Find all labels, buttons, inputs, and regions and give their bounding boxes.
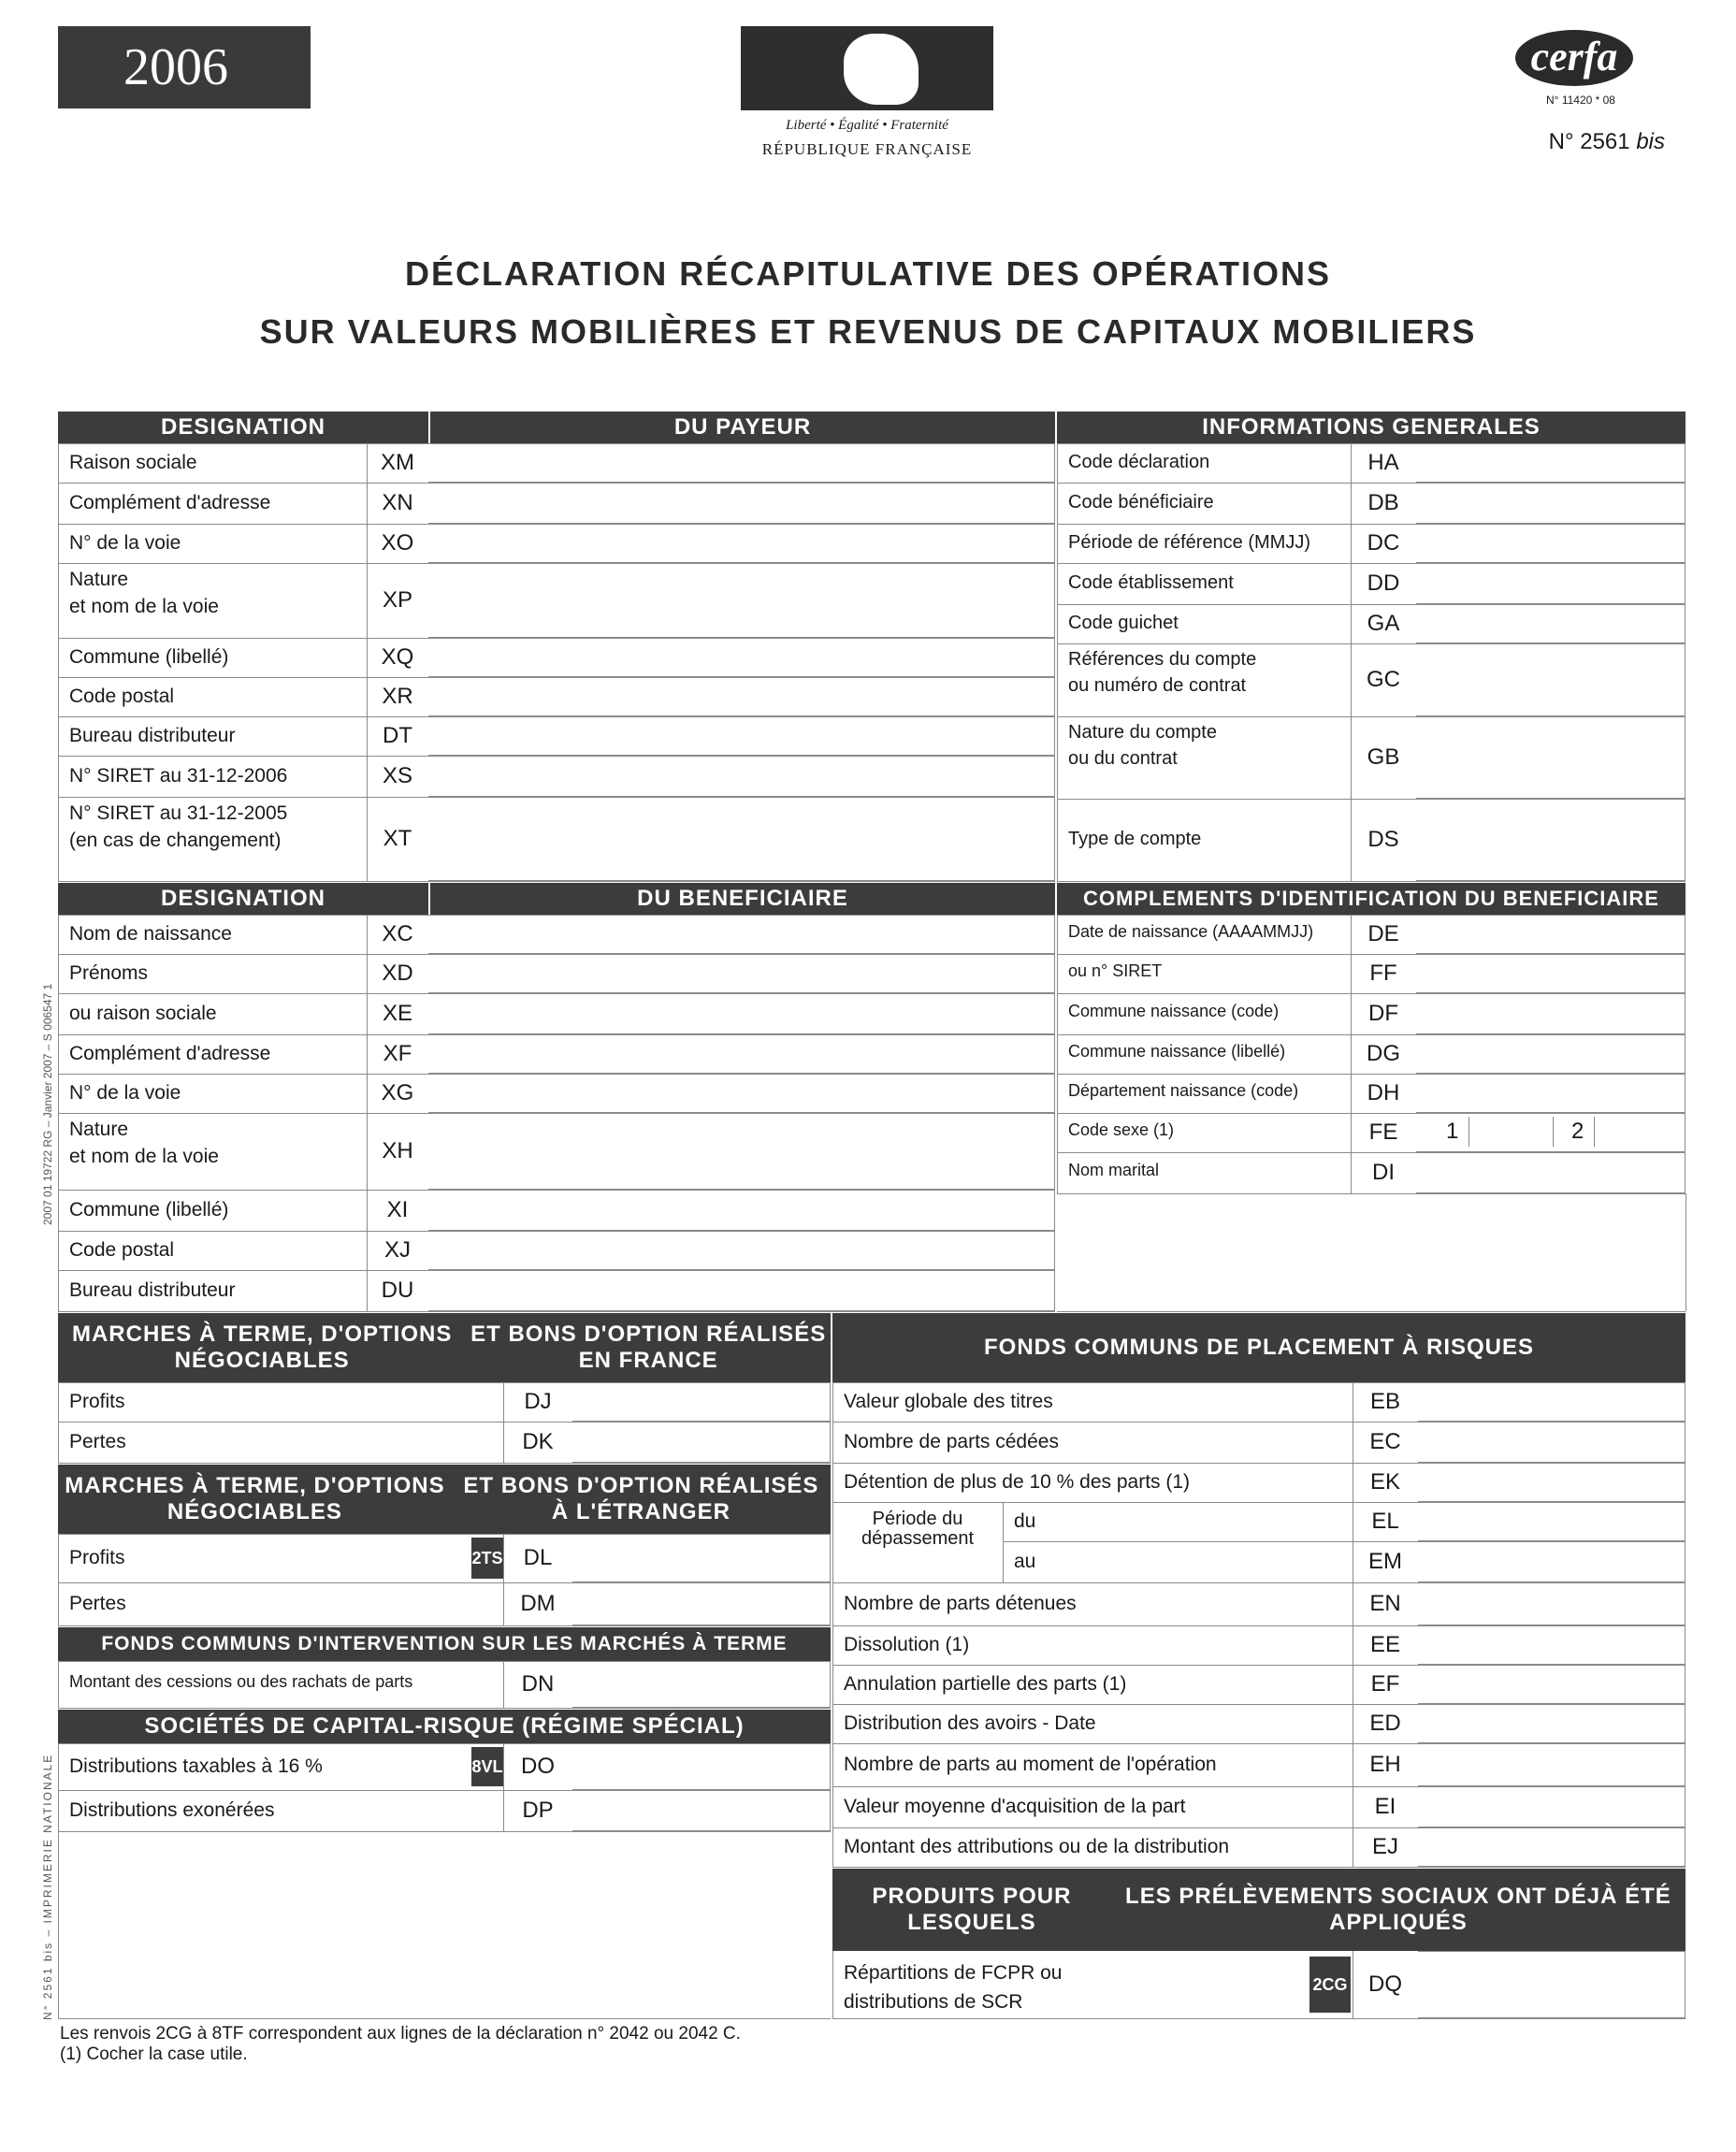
fcpr-code: EH xyxy=(1369,1752,1401,1777)
beneficiary-extra-label: ou n° SIRET xyxy=(1068,961,1163,980)
beneficiary-du-field[interactable] xyxy=(428,1270,1055,1311)
beneficiary-header-left: DESIGNATION xyxy=(58,883,428,915)
general-info-label: Nature du compte ou du contrat xyxy=(1068,722,1217,769)
futures-abroad-rule-end xyxy=(58,1625,831,1626)
payer-xo-field[interactable] xyxy=(428,524,1055,563)
scr-code: DO xyxy=(521,1754,555,1779)
payer-sep xyxy=(367,638,368,677)
payer-label: Commune (libellé) xyxy=(69,646,229,668)
social-box-2cg: 2CG xyxy=(1309,1957,1351,2013)
futures-abroad-dl-field[interactable] xyxy=(572,1534,831,1582)
social-label: Répartitions de FCPR ou distributions de SCR xyxy=(844,1962,1063,2014)
payer-code: XT xyxy=(383,826,412,851)
fcpr-label: Détention de plus de 10 % des parts (1) xyxy=(844,1471,1191,1493)
sex-option-1[interactable]: 1 xyxy=(1446,1119,1459,1144)
beneficiary-extra-sep xyxy=(1351,1034,1352,1074)
beneficiary-extra-sep xyxy=(1351,1113,1352,1152)
beneficiary-label: Nature et nom de la voie xyxy=(69,1119,219,1168)
beneficiary-extra-label: Commune naissance (code) xyxy=(1068,1002,1280,1020)
general-info-sep xyxy=(1351,716,1352,799)
futures-abroad-box-2ts: 2TS xyxy=(471,1538,503,1579)
fcimt-sep xyxy=(503,1661,504,1708)
fcpr-em-field[interactable] xyxy=(1418,1541,1685,1582)
fcpr-code: EL xyxy=(1371,1509,1399,1534)
general-info-code: DC xyxy=(1367,530,1400,556)
beneficiary-extra-dh-field[interactable] xyxy=(1416,1074,1685,1113)
payer-code: XM xyxy=(381,450,414,475)
fcpr-label: Nombre de parts au moment de l'opération xyxy=(844,1754,1217,1775)
right-edge xyxy=(1685,1193,1686,1311)
form-number: N° 2561 bis xyxy=(1548,129,1665,154)
general-info-gc-field[interactable] xyxy=(1416,643,1685,716)
payer-label: Raison sociale xyxy=(69,452,197,473)
payer-label: N° de la voie xyxy=(69,532,181,554)
general-info-label: Type de compte xyxy=(1068,829,1202,849)
futures-abroad-header: MARCHES À TERME, D'OPTIONS NÉGOCIABLES ET BONS D'OPTION RÉALISÉS À L'ÉTRANGER xyxy=(58,1465,831,1534)
fcpr-ei-field[interactable] xyxy=(1418,1786,1685,1827)
payer-sep xyxy=(367,716,368,756)
beneficiary-code: XG xyxy=(381,1080,414,1105)
beneficiary-extra-header: COMPLEMENTS D'IDENTIFICATION DU BENEFICIAIRE xyxy=(1057,883,1685,915)
period-label: Période du dépassement xyxy=(861,1509,975,1549)
payer-dt-field[interactable] xyxy=(428,716,1055,756)
general-info-code: DD xyxy=(1367,570,1400,596)
fcimt-rule-end xyxy=(58,1708,831,1709)
scr-code: DP xyxy=(522,1798,554,1823)
fcimt-label: Montant des cessions ou des rachats de parts xyxy=(69,1672,413,1691)
fcimt-dn-field[interactable] xyxy=(572,1661,831,1708)
side-reference: 2007 01 19722 RG – Janvier 2007 – S 006547 1 xyxy=(41,983,54,1225)
beneficiary-code: XC xyxy=(382,921,413,946)
general-info-ga-field[interactable] xyxy=(1416,604,1685,643)
payer-code: XO xyxy=(381,530,414,556)
futures-france-code: DK xyxy=(522,1429,554,1454)
futures-abroad-dm-field[interactable] xyxy=(572,1582,831,1625)
fcpr-code: EN xyxy=(1369,1591,1401,1616)
footer-note-cocher: (1) Cocher la case utile. xyxy=(60,2044,248,2064)
futures-france-code: DJ xyxy=(524,1389,552,1414)
beneficiary-extra-ff-field[interactable] xyxy=(1416,954,1685,993)
beneficiary-extra-rule-end xyxy=(1057,1193,1685,1194)
fcpr-code: EJ xyxy=(1371,1834,1398,1859)
futures-france-dj-field[interactable] xyxy=(572,1382,831,1422)
fcpr-code: EF xyxy=(1370,1671,1400,1697)
left-bottom-rule xyxy=(58,2018,831,2019)
beneficiary-extra-code: DE xyxy=(1367,921,1399,946)
payer-label: N° SIRET au 31-12-2005 (en cas de changement) xyxy=(69,802,288,852)
general-info-sep xyxy=(1351,443,1352,483)
fcpr-label: Valeur globale des titres xyxy=(844,1391,1053,1412)
general-info-code: HA xyxy=(1367,450,1399,475)
payer-header-left: DESIGNATION xyxy=(58,412,428,443)
general-info-label: Code guichet xyxy=(1068,613,1179,633)
general-info-sep xyxy=(1351,604,1352,643)
beneficiary-xh-field[interactable] xyxy=(428,1113,1055,1190)
beneficiary-extra-code: DG xyxy=(1367,1041,1400,1066)
beneficiary-extra-sep xyxy=(1351,954,1352,993)
scr-header: SOCIÉTÉS DE CAPITAL-RISQUE (RÉGIME SPÉCIAL) xyxy=(58,1710,831,1743)
beneficiary-rule-end xyxy=(58,1311,1055,1312)
payer-sep xyxy=(367,443,368,483)
payer-rule-end xyxy=(58,881,1055,882)
beneficiary-sep xyxy=(367,1231,368,1270)
beneficiary-sep xyxy=(367,1074,368,1113)
fcpr-label: Montant des attributions ou de la distribution xyxy=(844,1836,1230,1857)
beneficiary-extra-sep xyxy=(1351,993,1352,1034)
futures-france-edge xyxy=(58,1382,59,1463)
futures-abroad-sep xyxy=(503,1582,504,1625)
fcpr-eb-field[interactable] xyxy=(1418,1382,1685,1422)
fcpr-en-field[interactable] xyxy=(1418,1582,1685,1625)
social-edge xyxy=(832,1951,833,2018)
beneficiary-extra-label: Code sexe (1) xyxy=(1068,1120,1175,1139)
social-code: DQ xyxy=(1368,1971,1402,1997)
fcpr-edge xyxy=(832,1382,833,1867)
cerfa-logo: cerfa xyxy=(1515,30,1633,86)
fcpr-header: FONDS COMMUNS DE PLACEMENT À RISQUES xyxy=(832,1313,1685,1382)
general-info-header: INFORMATIONS GENERALES xyxy=(1057,412,1685,443)
general-info-db-field[interactable] xyxy=(1416,483,1685,524)
payer-sep xyxy=(367,524,368,563)
payer-xr-field[interactable] xyxy=(428,677,1055,716)
beneficiary-xd-field[interactable] xyxy=(428,954,1055,993)
beneficiary-xf-field[interactable] xyxy=(428,1034,1055,1074)
fcpr-eh-field[interactable] xyxy=(1418,1743,1685,1786)
beneficiary-code: XD xyxy=(382,960,413,986)
beneficiary-xi-field[interactable] xyxy=(428,1190,1055,1231)
beneficiary-sep xyxy=(367,993,368,1034)
marianne-logo xyxy=(741,26,993,110)
period-sep xyxy=(1003,1502,1004,1582)
beneficiary-sep xyxy=(367,954,368,993)
futures-france-sep xyxy=(503,1422,504,1463)
general-info-sep xyxy=(1351,563,1352,604)
general-info-sep xyxy=(1351,643,1352,716)
fcimt-header: FONDS COMMUNS D'INTERVENTION SUR LES MARCHÉS À TERME xyxy=(58,1627,831,1661)
payer-label: Nature et nom de la voie xyxy=(69,569,219,618)
side-printer: N° 2561 bis – IMPRIMERIE NATIONALE xyxy=(41,1753,54,2020)
general-info-sep xyxy=(1351,799,1352,881)
beneficiary-xj-field[interactable] xyxy=(428,1231,1055,1270)
beneficiary-sep xyxy=(367,1270,368,1311)
fcpr-code: ED xyxy=(1369,1711,1401,1736)
beneficiary-extra-df-field[interactable] xyxy=(1416,993,1685,1034)
fcpr-code: EM xyxy=(1368,1549,1402,1574)
beneficiary-extra-sep xyxy=(1351,1152,1352,1193)
general-info-label: Références du compte ou numéro de contrat xyxy=(1068,649,1257,696)
beneficiary-label: ou raison sociale xyxy=(69,1003,217,1024)
beneficiary-extra-di-field[interactable] xyxy=(1416,1152,1685,1193)
payer-code: XS xyxy=(382,763,412,788)
general-info-edge xyxy=(1057,443,1058,881)
fcpr-label: Nombre de parts cédées xyxy=(844,1431,1059,1452)
beneficiary-header-mid: DU BENEFICIAIRE xyxy=(430,883,1055,915)
payer-label: N° SIRET au 31-12-2006 xyxy=(69,765,288,787)
beneficiary-code: DU xyxy=(381,1278,414,1303)
fcpr-code: EK xyxy=(1369,1469,1400,1495)
general-info-label: Code déclaration xyxy=(1068,452,1210,472)
beneficiary-extra-sep xyxy=(1351,1074,1352,1113)
fcpr-label: au xyxy=(1014,1551,1036,1572)
payer-xs-field[interactable] xyxy=(428,756,1055,797)
scr-dp-field[interactable] xyxy=(572,1790,831,1831)
republic-motto: Liberté • Égalité • Fraternité xyxy=(786,118,948,133)
republic-name: RÉPUBLIQUE FRANÇAISE xyxy=(761,140,973,158)
payer-sep xyxy=(367,677,368,716)
beneficiary-extra-label: Date de naissance (AAAAMMJJ) xyxy=(1068,922,1314,941)
futures-abroad-edge xyxy=(58,1534,59,1625)
social-header: PRODUITS POUR LESQUELS LES PRÉLÈVEMENTS SOCIAUX ONT DÉJÀ ÉTÉ APPLIQUÉS xyxy=(832,1869,1685,1951)
fcpr-label: Valeur moyenne d'acquisition de la part xyxy=(844,1796,1186,1817)
footer-note-renvois: Les renvois 2CG à 8TF correspondent aux lignes de la déclaration n° 2042 ou 2042 C. xyxy=(60,2024,741,2044)
scr-edge xyxy=(58,1743,59,1831)
payer-label: Bureau distributeur xyxy=(69,725,236,746)
fcpr-ej-field[interactable] xyxy=(1418,1827,1685,1867)
payer-xp-field[interactable] xyxy=(428,563,1055,638)
cerfa-number: N° 11420 * 08 xyxy=(1546,94,1615,107)
beneficiary-label: Prénoms xyxy=(69,962,149,984)
form-suffix: bis xyxy=(1636,129,1665,154)
scr-rule-end xyxy=(58,1831,831,1832)
beneficiary-label: N° de la voie xyxy=(69,1082,181,1104)
scr-label: Distributions taxables à 16 % xyxy=(69,1755,323,1777)
fcpr-ef-field[interactable] xyxy=(1418,1665,1685,1704)
beneficiary-edge xyxy=(58,915,59,1311)
beneficiary-extra-code: FF xyxy=(1369,960,1397,986)
sex-option-1-box xyxy=(1468,1117,1469,1147)
general-info-sep xyxy=(1351,483,1352,524)
beneficiary-code: XF xyxy=(383,1041,412,1066)
sex-option-2[interactable]: 2 xyxy=(1571,1119,1584,1144)
fcpr-ed-field[interactable] xyxy=(1418,1704,1685,1743)
form-title-line2: SUR VALEURS MOBILIÈRES ET REVENUS DE CAPITAUX MOBILIERS xyxy=(259,312,1477,351)
fcpr-code: EC xyxy=(1369,1429,1401,1454)
beneficiary-extra-edge xyxy=(1057,915,1058,1193)
payer-code: XP xyxy=(382,587,412,613)
beneficiary-code: XJ xyxy=(383,1237,411,1263)
scr-sep xyxy=(503,1790,504,1831)
beneficiary-label: Bureau distributeur xyxy=(69,1279,236,1301)
beneficiary-xe-field[interactable] xyxy=(428,993,1055,1034)
beneficiary-label: Commune (libellé) xyxy=(69,1199,229,1220)
year-badge: 2006 xyxy=(58,26,311,108)
payer-xt-field[interactable] xyxy=(428,797,1055,881)
futures-france-dk-field[interactable] xyxy=(572,1422,831,1463)
beneficiary-xg-field[interactable] xyxy=(428,1074,1055,1113)
beneficiary-label: Complément d'adresse xyxy=(69,1043,271,1064)
futures-abroad-code: DL xyxy=(523,1545,553,1570)
futures-france-rule-end xyxy=(58,1463,831,1464)
beneficiary-sep xyxy=(367,915,368,954)
scr-box-8vl: 8VL xyxy=(471,1747,503,1786)
beneficiary-label: Nom de naissance xyxy=(69,923,232,945)
beneficiary-sep xyxy=(367,1113,368,1190)
futures-abroad-label: Pertes xyxy=(69,1593,126,1614)
payer-label: Code postal xyxy=(69,686,175,707)
fcpr-label: Nombre de parts détenues xyxy=(844,1593,1077,1614)
beneficiary-extra-bottom xyxy=(1057,1311,1685,1312)
fcpr-ec-field[interactable] xyxy=(1418,1422,1685,1463)
payer-code: XN xyxy=(382,490,413,515)
fcpr-label: Dissolution (1) xyxy=(844,1634,970,1655)
futures-france-sep xyxy=(503,1382,504,1422)
general-info-rule-end xyxy=(1057,881,1685,882)
form-title-line1: DÉCLARATION RÉCAPITULATIVE DES OPÉRATIONS xyxy=(404,254,1332,293)
futures-france-label: Pertes xyxy=(69,1431,126,1452)
fcpr-code: EI xyxy=(1374,1794,1396,1819)
payer-code: XQ xyxy=(381,644,414,670)
general-info-label: Période de référence (MMJJ) xyxy=(1068,532,1310,553)
fcpr-label: du xyxy=(1014,1510,1036,1532)
beneficiary-extra-code: DH xyxy=(1367,1080,1400,1105)
general-info-ha-field[interactable] xyxy=(1416,443,1685,483)
beneficiary-extra-code: DI xyxy=(1372,1160,1395,1185)
fcpr-ek-field[interactable] xyxy=(1418,1463,1685,1502)
payer-code: DT xyxy=(383,723,412,748)
scr-sep xyxy=(503,1743,504,1790)
scr-do-field[interactable] xyxy=(572,1743,831,1790)
general-info-code: GB xyxy=(1367,744,1400,770)
period-top xyxy=(832,1502,1003,1503)
beneficiary-extra-label: Commune naissance (libellé) xyxy=(1068,1042,1286,1061)
fcpr-ee-field[interactable] xyxy=(1418,1625,1685,1665)
beneficiary-extra-de-field[interactable] xyxy=(1416,915,1685,954)
sex-option-2-box-r xyxy=(1594,1117,1595,1147)
sex-option-2-box xyxy=(1553,1117,1554,1147)
payer-sep xyxy=(367,797,368,881)
beneficiary-code: XE xyxy=(382,1001,412,1026)
beneficiary-extra-code: DF xyxy=(1368,1001,1398,1026)
fcpr-code: EB xyxy=(1369,1389,1400,1414)
payer-code: XR xyxy=(382,684,413,709)
general-info-label: Code établissement xyxy=(1068,572,1234,593)
fcpr-code: EE xyxy=(1369,1632,1400,1657)
futures-abroad-sep xyxy=(503,1534,504,1582)
beneficiary-sep xyxy=(367,1190,368,1231)
beneficiary-xc-field[interactable] xyxy=(428,915,1055,954)
payer-sep xyxy=(367,563,368,638)
beneficiary-code: XI xyxy=(386,1197,409,1222)
fcimt-code: DN xyxy=(521,1671,555,1697)
fcpr-el-field[interactable] xyxy=(1418,1502,1685,1541)
payer-label: Complément d'adresse xyxy=(69,492,271,513)
futures-france-header: MARCHES À TERME, D'OPTIONS NÉGOCIABLES ET BONS D'OPTION RÉALISÉS EN FRANCE xyxy=(58,1313,831,1382)
general-info-gb-field[interactable] xyxy=(1416,716,1685,799)
beneficiary-extra-label: Nom marital xyxy=(1068,1161,1160,1179)
beneficiary-extra-sep xyxy=(1351,915,1352,954)
beneficiary-extra-dg-field[interactable] xyxy=(1416,1034,1685,1074)
payer-xq-field[interactable] xyxy=(428,638,1055,677)
general-info-code: GA xyxy=(1367,611,1400,636)
general-info-dc-field[interactable] xyxy=(1416,524,1685,563)
futures-abroad-label: Profits xyxy=(69,1547,125,1568)
fcimt-edge xyxy=(58,1661,59,1708)
general-info-code: DB xyxy=(1367,490,1399,515)
payer-sep xyxy=(367,483,368,524)
beneficiary-label: Code postal xyxy=(69,1239,175,1261)
left-bottom-edge xyxy=(58,1831,59,2018)
general-info-code: DS xyxy=(1367,827,1399,852)
fcpr-label: Annulation partielle des parts (1) xyxy=(844,1673,1127,1695)
social-dq-field[interactable] xyxy=(1418,1951,1685,2018)
beneficiary-sep xyxy=(367,1034,368,1074)
payer-header-mid: DU PAYEUR xyxy=(430,412,1055,443)
general-info-dd-field[interactable] xyxy=(1416,563,1685,604)
general-info-label: Code bénéficiaire xyxy=(1068,492,1214,513)
general-info-ds-field[interactable] xyxy=(1416,799,1685,881)
scr-label: Distributions exonérées xyxy=(69,1799,275,1821)
fcpr-label: Distribution des avoirs - Date xyxy=(844,1712,1096,1734)
beneficiary-extra-code: FE xyxy=(1368,1119,1398,1145)
futures-abroad-code: DM xyxy=(520,1591,556,1616)
futures-france-label: Profits xyxy=(69,1391,125,1412)
payer-sep xyxy=(367,756,368,797)
general-info-sep xyxy=(1351,524,1352,563)
payer-xn-field[interactable] xyxy=(428,483,1055,524)
payer-edge xyxy=(58,443,59,881)
fcpr-rule-end xyxy=(832,1867,1685,1868)
general-info-code: GC xyxy=(1367,667,1400,692)
beneficiary-extra-label: Département naissance (code) xyxy=(1068,1081,1299,1100)
beneficiary-code: XH xyxy=(382,1138,413,1163)
payer-xm-field[interactable] xyxy=(428,443,1055,483)
social-bottom xyxy=(832,2018,1685,2019)
